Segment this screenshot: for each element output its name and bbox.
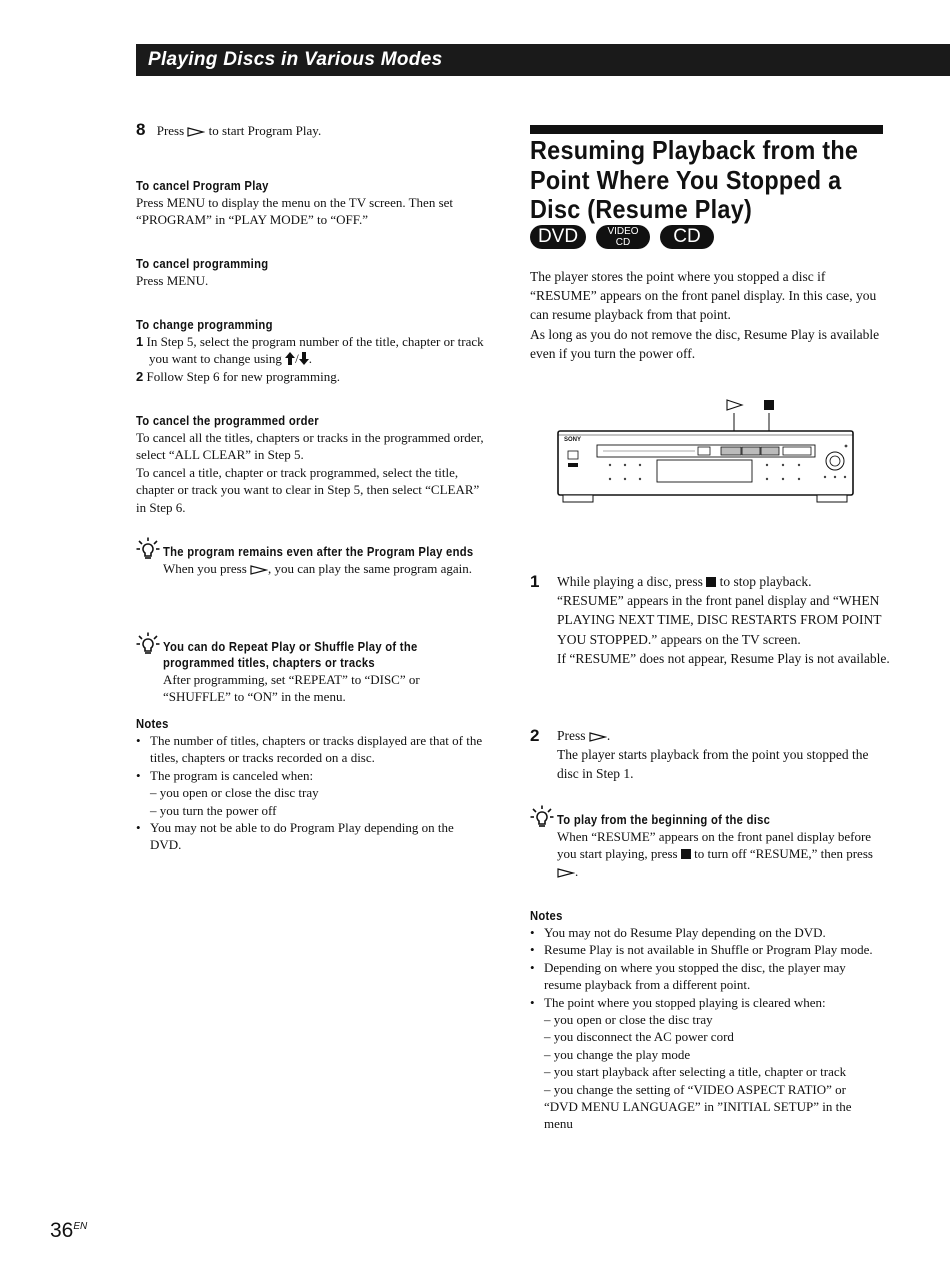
hint-icon — [136, 632, 160, 656]
intro — [530, 267, 890, 363]
tip-text: When “RESUME” appears on the front panel display before you start playing, press to turn off “RESUME,” then press . — [557, 829, 873, 879]
step-number: 8 — [136, 120, 146, 139]
notes-heading: Notes — [136, 717, 169, 731]
step-2: 2 Press . The player starts playback from the point you stopped the disc in Step 1. — [530, 726, 890, 784]
tip-heading: To play from the beginning of the disc — [557, 813, 771, 827]
cancel-programming — [136, 256, 486, 289]
section-heading: Resuming Playback from the Point Where You Stopped a Disc (Resume Play) — [530, 135, 859, 224]
note-item: • You may not do Resume Play depending on the DVD. — [530, 924, 882, 941]
subheading: To cancel the programmed order — [136, 414, 319, 428]
paragraph: The player stores the point where you stopped a disc if “RESUME” appears on the front panel display. In this case, you can resume playback from that point. — [530, 269, 877, 323]
section-banner — [136, 44, 950, 76]
dvd-badge: DVD — [530, 225, 586, 249]
hint-icon — [530, 805, 554, 829]
step-8: 8 Press to start Program Play. — [136, 120, 322, 139]
note-subitem: – you open or close the disc tray — [150, 785, 319, 801]
note-subitem: – you start playback after selecting a title, chapter or track — [544, 1064, 847, 1080]
tip-heading: The program remains even after the Program Play ends — [163, 545, 474, 559]
list-item: 1 In Step 5, select the program number of the title, chapter or track you want to change using / . — [136, 334, 484, 367]
paragraph: “RESUME” appears in the front panel display and “WHEN PLAYING NEXT TIME, DISC RESTARTS FROM POINT YOU STOPPED.” appears on the TV screen. — [557, 593, 882, 647]
tip-program-remains — [163, 544, 483, 577]
tip-heading: You can do Repeat Play or Shuffle Play of the programmed titles, chapters or tracks — [163, 640, 418, 670]
notes-left — [136, 716, 486, 854]
tip-play-from-beginning — [557, 812, 882, 880]
dvd-player-illustration — [555, 395, 855, 510]
paragraph: Press MENU. — [136, 273, 209, 288]
cancel-programmed-order — [136, 413, 486, 516]
tip-repeat-shuffle — [163, 639, 483, 706]
note-item: • Depending on where you stopped the disc, the player may resume playback from a different point. — [530, 959, 882, 994]
play-icon — [187, 127, 205, 137]
notes-heading: Notes — [530, 909, 563, 923]
note-subitem: – you change the setting of “VIDEO ASPECT RATIO” or “DVD MENU LANGUAGE” in ”INITIAL SETUP” in the menu — [544, 1081, 852, 1132]
change-programming — [136, 317, 486, 385]
tip-text: When you press , you can play the same program again. — [163, 561, 472, 576]
step-number: 2 — [530, 726, 540, 745]
play-icon — [727, 400, 742, 410]
cancel-program-play — [136, 178, 486, 229]
stop-icon — [681, 849, 691, 859]
note-subitem: – you disconnect the AC power cord — [544, 1029, 734, 1045]
note-subitem: – you turn the power off — [150, 802, 277, 818]
stop-icon — [764, 400, 774, 410]
note-item: • You may not be able to do Program Play depending on the DVD. — [136, 819, 486, 854]
section-rule — [530, 125, 883, 134]
hint-icon — [136, 537, 160, 561]
list-item: 2 Follow Step 6 for new programming. — [136, 368, 341, 384]
paragraph: To cancel a title, chapter or track programmed, select the title, chapter or track you want to clear in Step 5, then select “CLEAR” in Step 6. — [136, 464, 480, 515]
paragraph: As long as you do not remove the disc, Resume Play is available even if you turn the power off. — [530, 326, 880, 361]
paragraph: Press MENU to display the menu on the TV screen. Then set “PROGRAM” in “PLAY MODE” to “OFF.” — [136, 195, 454, 228]
tip-text: After programming, set “REPEAT” to “DISC” or “SHUFFLE” to “ON” in the menu. — [163, 672, 420, 705]
play-icon — [557, 868, 575, 878]
cd-badge: CD — [660, 225, 714, 249]
note-subitem: – you change the play mode — [544, 1046, 691, 1062]
section-title: Playing Discs in Various Modes — [148, 49, 443, 70]
step-number: 1 — [530, 572, 540, 591]
brand-logo: SONY — [564, 437, 582, 443]
paragraph: To cancel all the titles, chapters or tracks in the programmed order, select “ALL CLEAR” in Step 5. — [136, 430, 484, 463]
subheading: To cancel Program Play — [136, 179, 269, 193]
subheading: To change programming — [136, 318, 273, 332]
page-number: $36^{EN}$ — [50, 1219, 88, 1242]
note-item: • The point where you stopped playing is cleared when: — [530, 994, 882, 1011]
video-cd-badge: VIDEO CD — [596, 225, 650, 249]
subheading: To cancel programming — [136, 257, 269, 271]
paragraph: If “RESUME” does not appear, Resume Play is not available. — [557, 650, 890, 666]
note-subitem: – you open or close the disc tray — [544, 1012, 713, 1028]
note-item: • The program is canceled when: — [136, 767, 486, 784]
play-icon — [250, 565, 268, 575]
note-item: • The number of titles, chapters or tracks displayed are that of the titles, chapters or tracks recorded on a disc. — [136, 732, 486, 767]
step-1: 1 While playing a disc, press to stop playback. “RESUME” appears in the front panel display and “WHEN PLAYING NEXT TIME, DISC RESTARTS FROM POINT YOU STOPPED.” appears on the TV screen. If “RESUME” does not appear, Resume Play is not available. — [530, 572, 890, 668]
arrow-up-icon — [285, 352, 295, 365]
stop-icon — [706, 577, 716, 587]
arrow-down-icon — [299, 352, 309, 365]
note-item: • Resume Play is not available in Shuffle or Program Play mode. — [530, 941, 882, 958]
paragraph: The player starts playback from the point you stopped the disc in Step 1. — [557, 747, 869, 782]
notes-right — [530, 908, 882, 1133]
play-icon — [589, 732, 607, 742]
